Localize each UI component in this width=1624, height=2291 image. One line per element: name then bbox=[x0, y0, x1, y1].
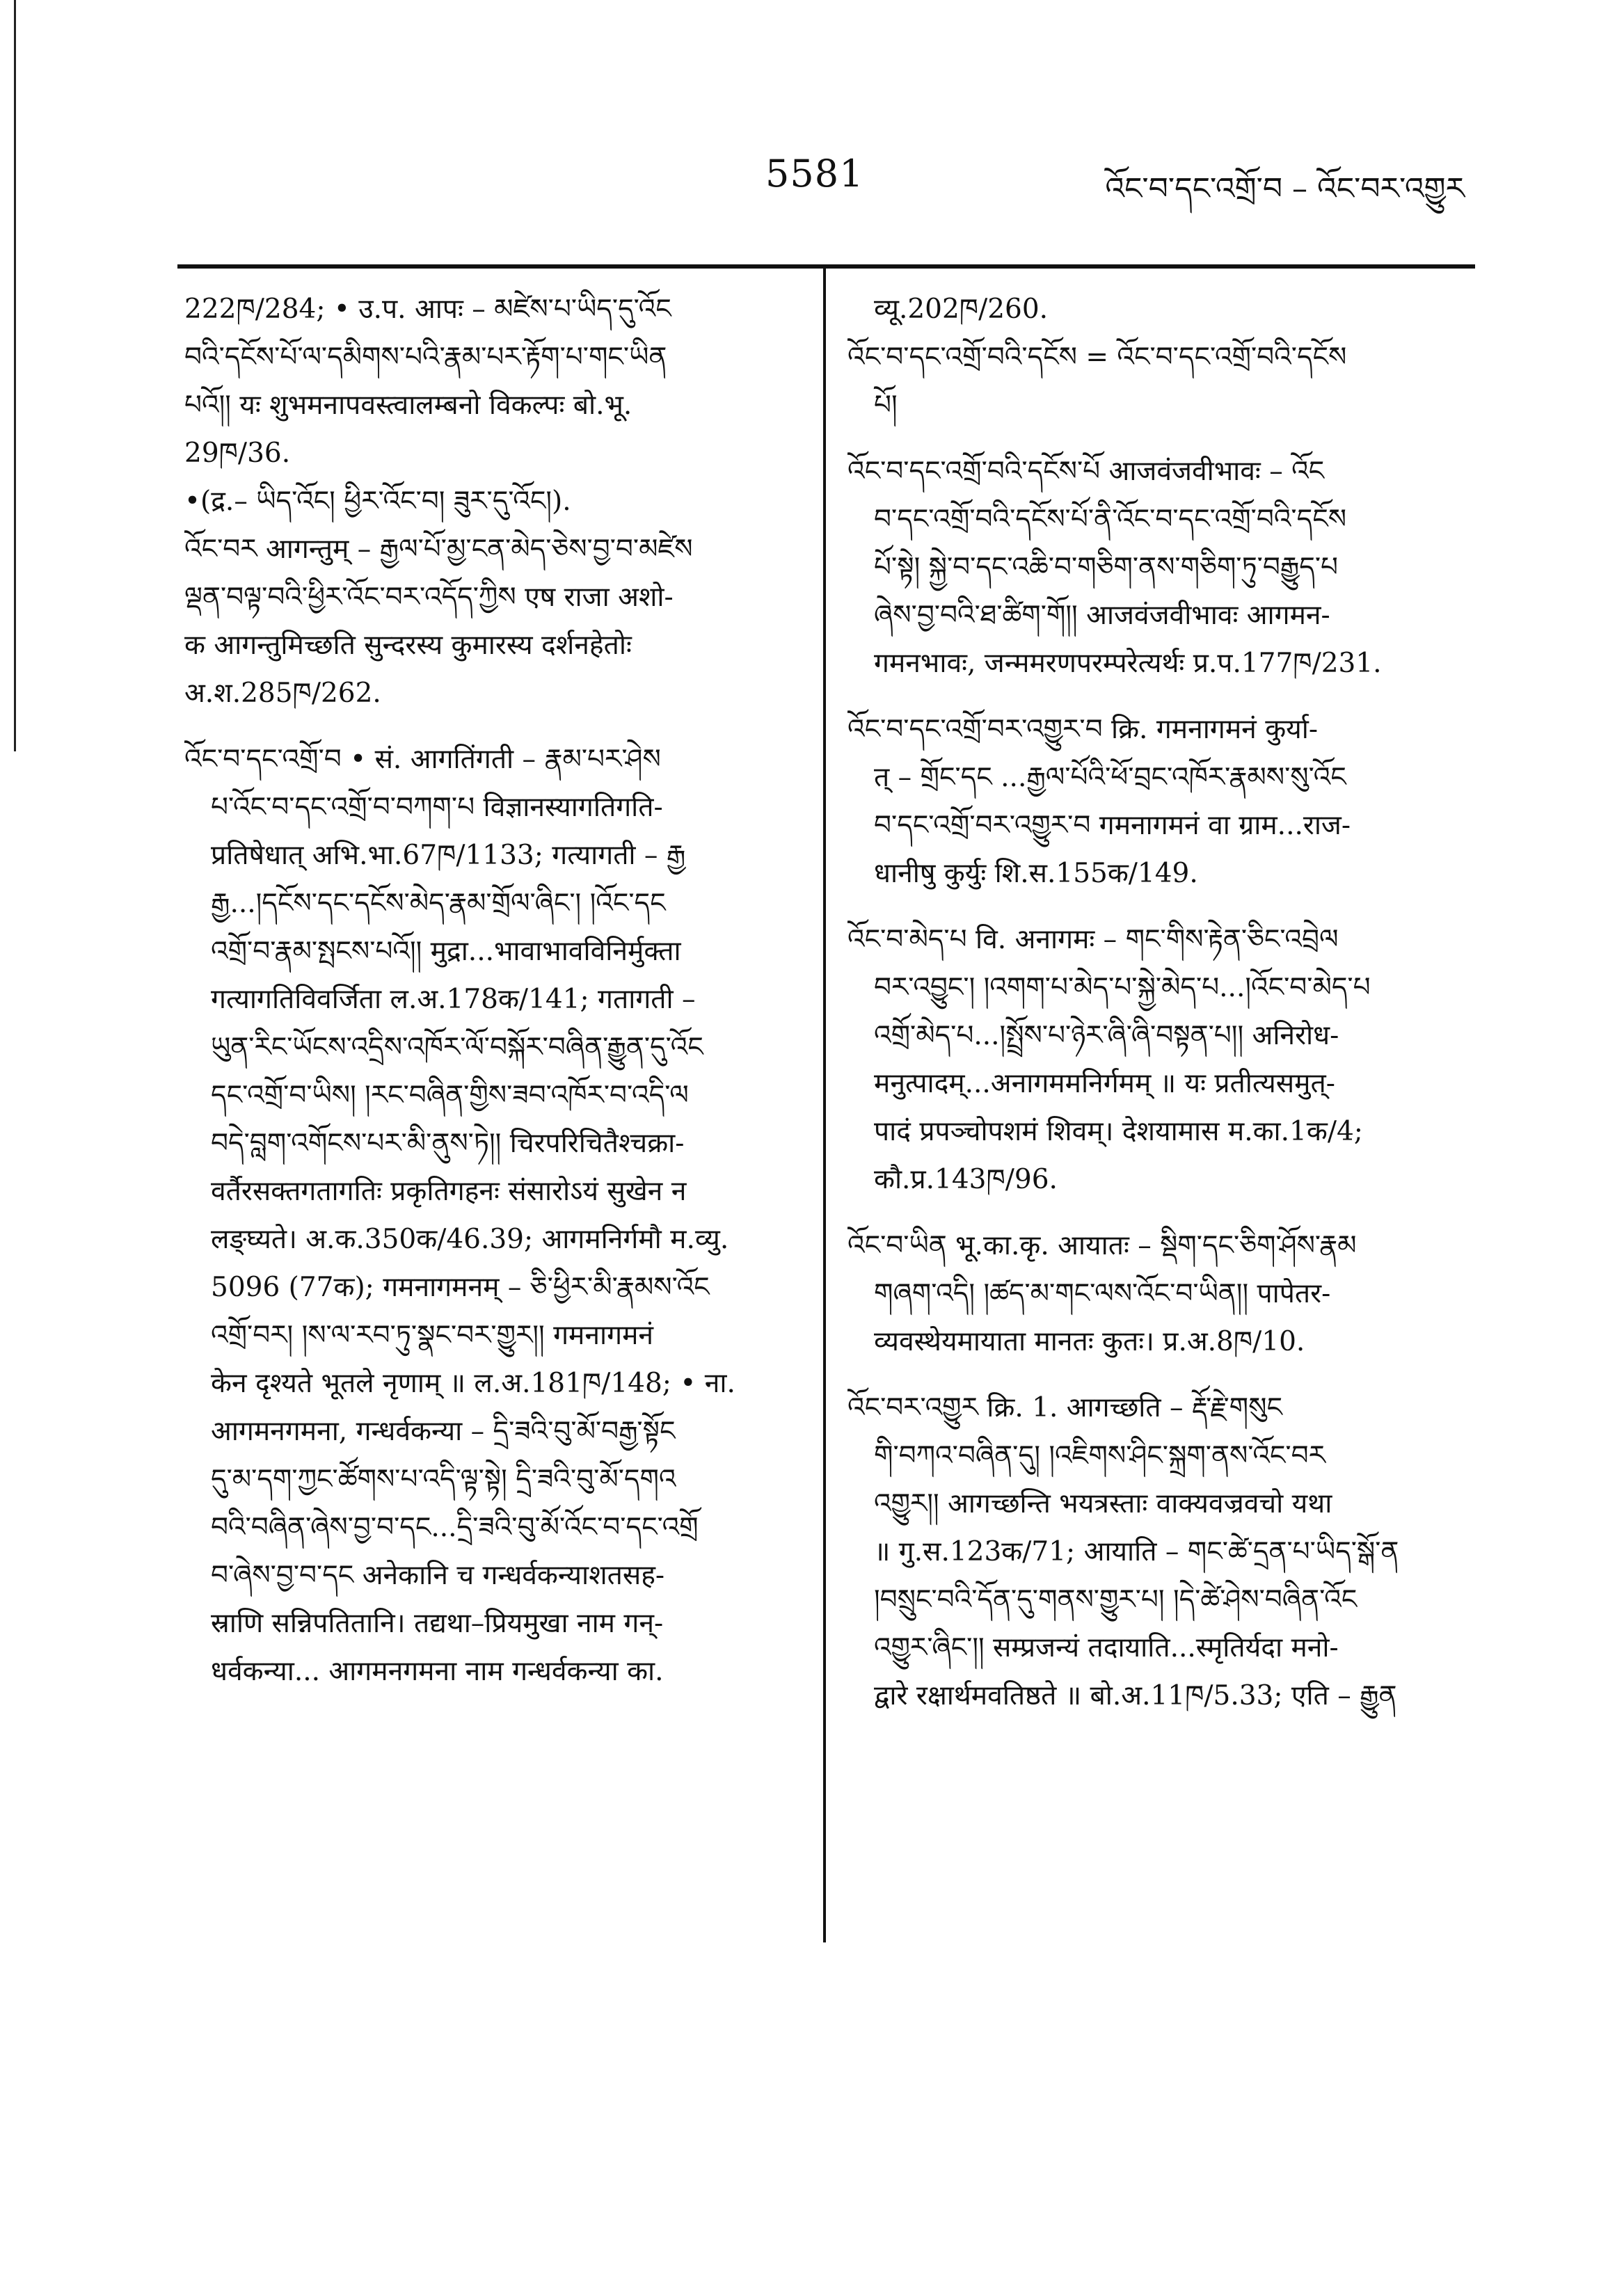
text-line: གི་བཀའ་བཞིན་དུ། །འཇིགས་ཤིང་སྐྲག་ནས་འོང་བར bbox=[874, 1440, 1326, 1471]
running-head: འོང་བ་དང་འགྲོ་བ – འོང་བར་འགྱུར bbox=[1105, 171, 1465, 207]
header-rule bbox=[177, 264, 1475, 269]
text-line: །བསྲུང་བའི་དོན་དུ་གནས་གྱུར་པ། །དེ་ཚེ་ཤེས་བཞིན་འོང bbox=[874, 1584, 1358, 1615]
text-line: པོ། bbox=[874, 390, 898, 421]
text-line: स्राणि सन्निपतितानि। तद्यथा–प्रियमुखा नाम गन्- bbox=[211, 1608, 664, 1639]
text-line: བ་ཞེས་བྱ་བ་དང अनेकानि च गन्धर्वकन्याशतसह- bbox=[211, 1560, 665, 1591]
text-line: पादं प्रपञ्चोपशमं शिवम्। देशयामास म.का.1क/4; bbox=[874, 1116, 1363, 1147]
text-line: བའི་བཞིན་ཞེས་བྱ་བ་དང...དྲི་ཟའི་བུ་མོ་འོང་བ་དང་འགྲོ bbox=[211, 1512, 699, 1543]
text-line: प्रतिषेधात् अभि.भा.67ཁ/1133; गत्यागती – རྒྱ bbox=[211, 840, 686, 871]
entry-gap bbox=[847, 897, 1460, 916]
text-line: आगमनगमना, गन्धर्वकन्या – དྲི་ཟའི་བུ་མོ་བརྒྱ་སྟོང bbox=[211, 1416, 676, 1447]
text-line: འོང་བ་དང་འགྲོ་བར་འགྱུར་བ क्रि. गमनागमनं कुर्या- bbox=[847, 714, 1319, 745]
right-column bbox=[847, 285, 1460, 1720]
text-line: འགྱུར།། आगच्छन्ति भयत्रस्ताः वाक्यवज्रवचो यथा bbox=[874, 1488, 1332, 1519]
text-line: ॥ गु.स.123क/71; आयाति – གང་ཚེ་དྲན་པ་ཡིད་སྒོ་ན bbox=[874, 1536, 1399, 1567]
entry-gap bbox=[847, 429, 1460, 447]
text-line: རྒྱ...།དངོས་དང་དངོས་མེད་རྣམ་གྲོལ་ཞིང༌། །འོང་དང bbox=[211, 888, 666, 919]
text-line: འོང་བར་འགྱུར क्रि. 1. आगच्छति – རྡོ་རྗེ་གསུང bbox=[847, 1392, 1282, 1423]
text-line: लङ्घ्यते। अ.क.350क/46.39; आगमनिर्गमौ म.व्यु. bbox=[211, 1224, 729, 1255]
entry-gap bbox=[184, 717, 807, 735]
text-line: འགྲོ་བར། །ས་ལ་རབ་ཏུ་སྣང་བར་གྱུར།། गमनागमनं bbox=[211, 1320, 654, 1351]
text-line: कौ.प्र.143ཁ/96. bbox=[874, 1164, 1058, 1195]
page-number: 5581 bbox=[765, 152, 864, 195]
text-line: 222ཁ/284; • उ.प. आपः – མཛེས་པ་ཡིད་དུ་འོང bbox=[184, 294, 671, 325]
text-line: व्यवस्थेयमायाता मानतः कुतः। प्र.अ.8ཁ/10. bbox=[874, 1326, 1305, 1357]
text-line: འགྲོ་མེད་པ...།སྤྲོས་པ་ཉེར་ཞི་ཞི་བསྟན་པ།། अनिरोध- bbox=[874, 1020, 1339, 1051]
text-line: པ་འོང་བ་དང་འགྲོ་བ་བཀག་པ विज्ञानस्यागतिगति- bbox=[211, 792, 663, 823]
text-line: དུ་མ་དག་ཀྱང་ཚོགས་པ་འདི་ལྟ་སྟེ། དྲི་ཟའི་བུ་མོ་དགའ bbox=[211, 1464, 676, 1495]
entry-gap bbox=[847, 1366, 1460, 1384]
text-line: གཞག་འདི། །ཚད་མ་གང་ལས་འོང་བ་ཡིན།། पापेतर- bbox=[874, 1278, 1331, 1309]
text-line: ཡུན་རིང་ཡོངས་འདྲིས་འཁོར་ལོ་བསྐོར་བཞིན་རྒྱུན་དུ་འོང bbox=[211, 1032, 703, 1063]
text-line: འོང་བར आगन्तुम् – རྒྱལ་པོ་མྱ་ངན་མེད་ཅེས་བྱ་བ་མཛེས bbox=[184, 534, 693, 565]
text-line: क आगन्तुमिच्छति सुन्दरस्य कुमारस्य दर्शनहेतोः bbox=[184, 630, 632, 661]
column-divider bbox=[823, 266, 826, 1942]
text-line: त् – གྲོང་དང ...རྒྱལ་པོའི་ཕོ་བྲང་འཁོར་རྣམས་སུ་འོང bbox=[874, 762, 1346, 793]
text-line: བདེ་བླག་འགོངས་པར་མི་ནུས་ཏེ།། चिरपरिचितैश्चक्रा- bbox=[211, 1128, 685, 1159]
text-line: ལྡན་བལྟ་བའི་ཕྱིར་འོང་བར་འདོད་ཀྱིས एष राजा अशो- bbox=[184, 582, 674, 613]
text-line: वर्तैरसक्तगतागतिः प्रकृतिगहनः संसारोऽयं सुखेन न bbox=[211, 1176, 687, 1207]
left-column bbox=[184, 285, 807, 1695]
text-line: 5096 (77क); गमनागमनम् – ཅི་ཕྱིར་མི་རྣམས་འོང bbox=[211, 1272, 710, 1303]
text-line: •(द्र.– ཡིད་འོང། ཕྱིར་འོང་བ། ཟུར་དུ་འོང།). bbox=[184, 486, 571, 517]
text-line: ཞེས་བྱ་བའི་ཐ་ཚིག་གོ།། आजवंजवीभावः आगमन- bbox=[874, 600, 1330, 631]
text-line: धानीषु कुर्युः शि.स.155क/149. bbox=[874, 858, 1198, 889]
text-line: པོ་སྟེ། སྐྱེ་བ་དང་འཆི་བ་གཅིག་ནས་གཅིག་ཏུ་བརྒྱུད་པ bbox=[874, 552, 1339, 583]
text-line: བ་དང་འགྲོ་བར་འགྱུར་བ गमनागमनं वा ग्राम...राज- bbox=[874, 810, 1351, 841]
text-line: བ་དང་འགྲོ་བའི་དངོས་པོ་ནི་འོང་བ་དང་འགྲོ་བའི་དངོས bbox=[874, 504, 1347, 535]
entry-gap bbox=[847, 687, 1460, 705]
text-line: འོང་བ་དང་འགྲོ་བ • सं. आगतिंगती – རྣམ་པར་ཤེས bbox=[184, 744, 661, 775]
text-line: བའི་དངོས་པོ་ལ་དམིགས་པའི་རྣམ་པར་རྟོག་པ་གང་ཡིན bbox=[184, 342, 667, 373]
entry-gap bbox=[847, 1204, 1460, 1222]
text-line: अ.श.285ཁ/262. bbox=[184, 678, 381, 709]
text-line: འོང་བ་དང་འགྲོ་བའི་དངོས = འོང་བ་དང་འགྲོ་བའི་དངོས bbox=[847, 342, 1347, 373]
text-line: འོང་བ་ཡིན भू.का.कृ. आयातः – སྡིག་དང་ཅིག་ཤོས་རྣམ bbox=[847, 1230, 1357, 1261]
text-line: द्वारे रक्षार्थमवतिष्ठते ॥ बो.अ.11ཁ/5.33; एति – རྒྱུན bbox=[874, 1680, 1397, 1711]
text-line: गत्यागतिविवर्जिता ल.अ.178क/141; गतागती – bbox=[211, 984, 696, 1015]
text-line: དང་འགྲོ་བ་ཡིས། །རང་བཞིན་གྱིས་ཟབ་འཁོར་བ་འདི་ལ bbox=[211, 1080, 689, 1111]
margin-line bbox=[14, 0, 16, 751]
text-line: འགྱུར་ཞིང༌།། सम्प्रजन्यं तदायाति...स्मृतिर्यदा मनो- bbox=[874, 1632, 1339, 1663]
text-line: धर्वकन्या... आगमनगमना नाम गन्धर्वकन्या का. bbox=[211, 1656, 664, 1687]
text-line: व्यू.202ཁ/260. bbox=[874, 294, 1049, 325]
text-line: འོང་བ་མེད་པ वि. अनागमः – གང་གིས་རྟེན་ཅིང་འབྲེལ bbox=[847, 924, 1339, 955]
text-line: गमनभावः, जन्ममरणपरम्परेत्यर्थः प्र.प.177ཁ/231. bbox=[874, 648, 1382, 679]
text-line: པའོ།། यः शुभमनापवस्त्वालम्बनो विकल्पः बो.भू. bbox=[184, 390, 632, 421]
text-line: བར་འབྱུང་། །འགག་པ་མེད་པ་སྐྱེ་མེད་པ...།འོང་བ་མེད་པ bbox=[874, 972, 1371, 1003]
text-line: केन दृश्यते भूतले नृणाम् ॥ ल.अ.181ཁ/148; • ना. bbox=[211, 1368, 735, 1399]
text-line: འགྲོ་བ་རྣམ་སྤངས་པའོ།། मुद्रा...भावाभावविनिर्मुक्ता bbox=[211, 936, 681, 967]
text-line: འོང་བ་དང་འགྲོ་བའི་དངོས་པོ आजवंजवीभावः – འོང bbox=[847, 456, 1325, 487]
text-line: 29ཁ/36. bbox=[184, 438, 291, 469]
text-line: मनुत्पादम्...अनागममनिर्गमम् ॥ यः प्रतीत्यसमुत्- bbox=[874, 1068, 1335, 1099]
